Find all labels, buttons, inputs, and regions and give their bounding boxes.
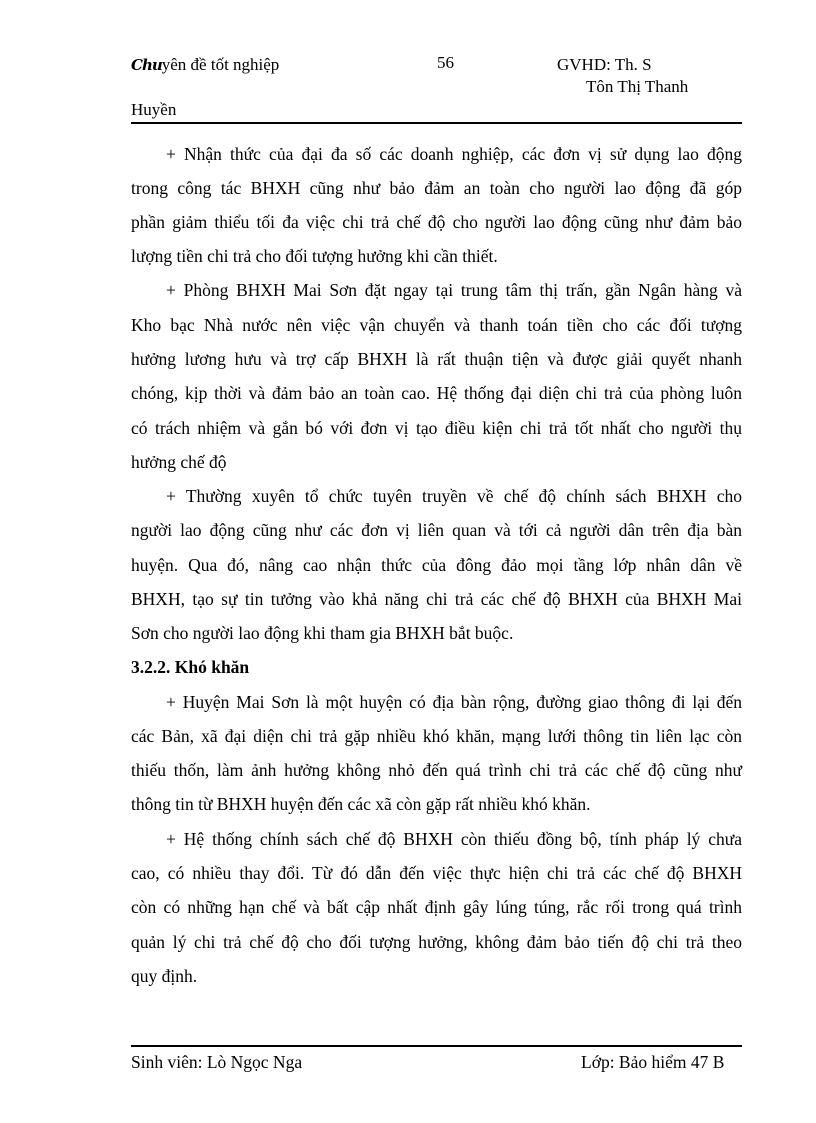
section-heading: 3.2.2. Khó khăn [131,657,250,677]
text-line: thiếu thốn, làm ảnh hưởng không nhỏ đến quá trình chi trả các chế độ cũng như [131,760,742,780]
text-line: người lao động cũng như các đơn vị liên quan và tới cả người dân trên địa bàn [131,520,742,540]
text-line: thông tin từ BHXH huyện đến các xã còn gặp rất nhiều khó khăn. [131,794,591,814]
document-title [131,55,279,75]
text-line: trong công tác BHXH cũng như bảo đảm an toàn cho người lao động đã góp [131,178,742,198]
header-rule [131,122,742,124]
text-line: phần giảm thiểu tối đa việc chi trả chế độ cho người lao động cũng như đảm bảo [131,212,742,232]
text-line: + Huyện Mai Sơn là một huyện có địa bàn rộng, đường giao thông đi lại đến [166,692,742,712]
footer-student: Sinh viên: Lò Ngọc Nga [131,1052,303,1072]
text-line: hưởng chế độ [131,452,227,472]
text-line: quy định. [131,966,198,986]
text-line: Sơn cho người lao động khi tham gia BHXH bắt buộc. [131,623,514,643]
advisor-name: Tôn Thị Thanh [586,77,689,96]
text-line: + Phòng BHXH Mai Sơn đặt ngay tại trung tâm thị trấn, gần Ngân hàng và [166,280,742,300]
footer-class: Lớp: Bảo hiểm 47 B [581,1052,725,1072]
text-line: lượng tiền chi trả cho đối tượng hưởng khi cần thiết. [131,246,498,266]
text-line: có trách nhiệm và gắn bó với đơn vị tạo điều kiện chi trả tốt nhất cho người thụ [131,418,742,438]
text-line: hưởng lương hưu và trợ cấp BHXH là rất thuận tiện và được giải quyết nhanh [131,349,742,369]
text-line: chóng, kịp thời và đảm bảo an toàn cao. Hệ thống đại diện chi trả của phòng luôn [131,383,742,403]
text-line: cao, có nhiều thay đổi. Từ đó dẫn đến việc thực hiện chi trả các chế độ BHXH [131,863,742,883]
footer-rule [131,1045,742,1047]
text-line: còn có những hạn chế và bất cập nhất định gây lúng túng, rắc rối trong quá trình [131,897,742,917]
text-line: Kho bạc Nhà nước nên việc vận chuyển và thanh toán tiền cho các đối tượng [131,315,742,335]
text-line: BHXH, tạo sự tin tưởng vào khả năng chi trả các chế độ BHXH của BHXH Mai [131,589,742,609]
text-line: các Bản, xã đại diện chi trả gặp nhiều khó khăn, mạng lưới thông tin liên lạc còn [131,726,742,746]
title-text: yên đề tốt nghiệp [161,55,280,74]
text-line: + Nhận thức của đại đa số các doanh nghiệp, các đơn vị sử dụng lao động [166,144,742,164]
text-line: huyện. Qua đó, nâng cao nhận thức của đông đảo mọi tầng lớp nhân dân về [131,555,742,575]
text-line: + Hệ thống chính sách chế độ BHXH còn thiếu đồng bộ, tính pháp lý chưa [166,829,742,849]
advisor-label: GVHD: Th. S [557,55,652,74]
text-line: quản lý chi trả chế độ cho đối tượng hưởng, không đảm bảo tiến độ chi trả theo [131,932,742,952]
title-script-initial: Chu [131,56,162,74]
advisor-name-continued: Huyền [131,100,177,119]
page-number: 56 [437,53,454,72]
text-line: + Thường xuyên tổ chức tuyên truyền về chế độ chính sách BHXH cho [166,486,742,506]
